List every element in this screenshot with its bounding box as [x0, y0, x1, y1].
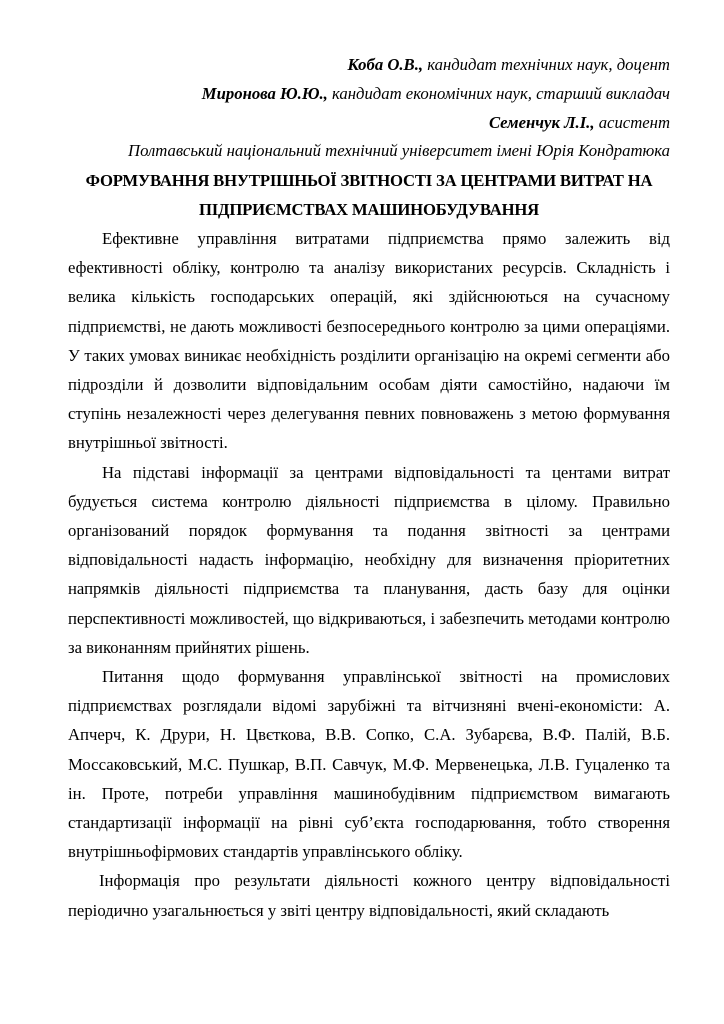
paper-title-line: ФОРМУВАННЯ ВНУТРІШНЬОЇ ЗВІТНОСТІ ЗА ЦЕНТРАМИ ВИТРАТ НА [85, 171, 653, 190]
author-title: кандидат технічних наук, доцент [423, 55, 670, 74]
paragraph: На підставі інформації за центрами відповідальності та центами витрат будується система контролю діяльності підприємства в цілому. Правильно організований порядок формування та подання звітності за центрами відповідальності надасть інформацію, необхідну для визначення пріоритетних напрямків діяльності підприємства та планування, дасть базу для оцінки перспективності можливостей, що відкриваються, і забезпечить методами контролю за виконанням прийнятих рішень. [68, 462, 670, 657]
author-line [68, 50, 670, 79]
author-name: Миронова Ю.Ю., [201, 84, 328, 103]
paragraph: Інформація про результати діяльності кожного центру відповідальності періодично узагальнюється у звіті центру відповідальності, який складають [68, 871, 670, 920]
author-title: асистент [594, 113, 670, 132]
paper-title-line: ПІДПРИЄМСТВАХ МАШИНОБУДУВАННЯ [198, 200, 540, 219]
body-text [68, 224, 670, 925]
document-page [68, 50, 670, 925]
author-title: кандидат економічних наук, старший викладач [327, 84, 670, 103]
author-line [68, 79, 670, 108]
author-name: Коба О.В., [347, 55, 424, 74]
author-name: Семенчук Л.І., [488, 113, 595, 132]
author-line [68, 108, 670, 137]
paragraph: Ефективне управління витратами підприємства прямо залежить від ефективності обліку, контролю та аналізу використаних ресурсів. Складність і велика кількість господарських операцій, які здійснюються на сучасному підприємстві, не дають можливості безпосереднього контролю за цими операціями. У таких умовах виникає необхідність розділити організацію на окремі сегменти або підрозділи й дозволити відповідальним особам діяти самостійно, надаючи їм ступінь незалежності через делегування певних повноважень з метою формування внутрішньої звітності. [68, 229, 670, 453]
paper-title [68, 166, 670, 224]
paragraph: Питання щодо формування управлінської звітності на промислових підприємствах розглядали відомі зарубіжні та вітчизняні вчені-економісти: А. Апчерч, К. Друри, Н. Цвєткова, В.В. Сопко, С.А. Зубарєва, В.Ф. Палій, В.Б. Моссаковський, М.С. Пушкар, В.П. Савчук, М.Ф. Мервенецька, Л.В. Гуцаленко та ін. Проте, потреби управління машинобудівним підприємством вимагають стандартизації інформації на рівні суб’єкта господарювання, тобто створення внутрішньофірмових стандартів управлінського обліку. [68, 667, 670, 862]
affiliation: Полтавський національний технічний університет імені Юрія Кондратюка [128, 141, 670, 160]
